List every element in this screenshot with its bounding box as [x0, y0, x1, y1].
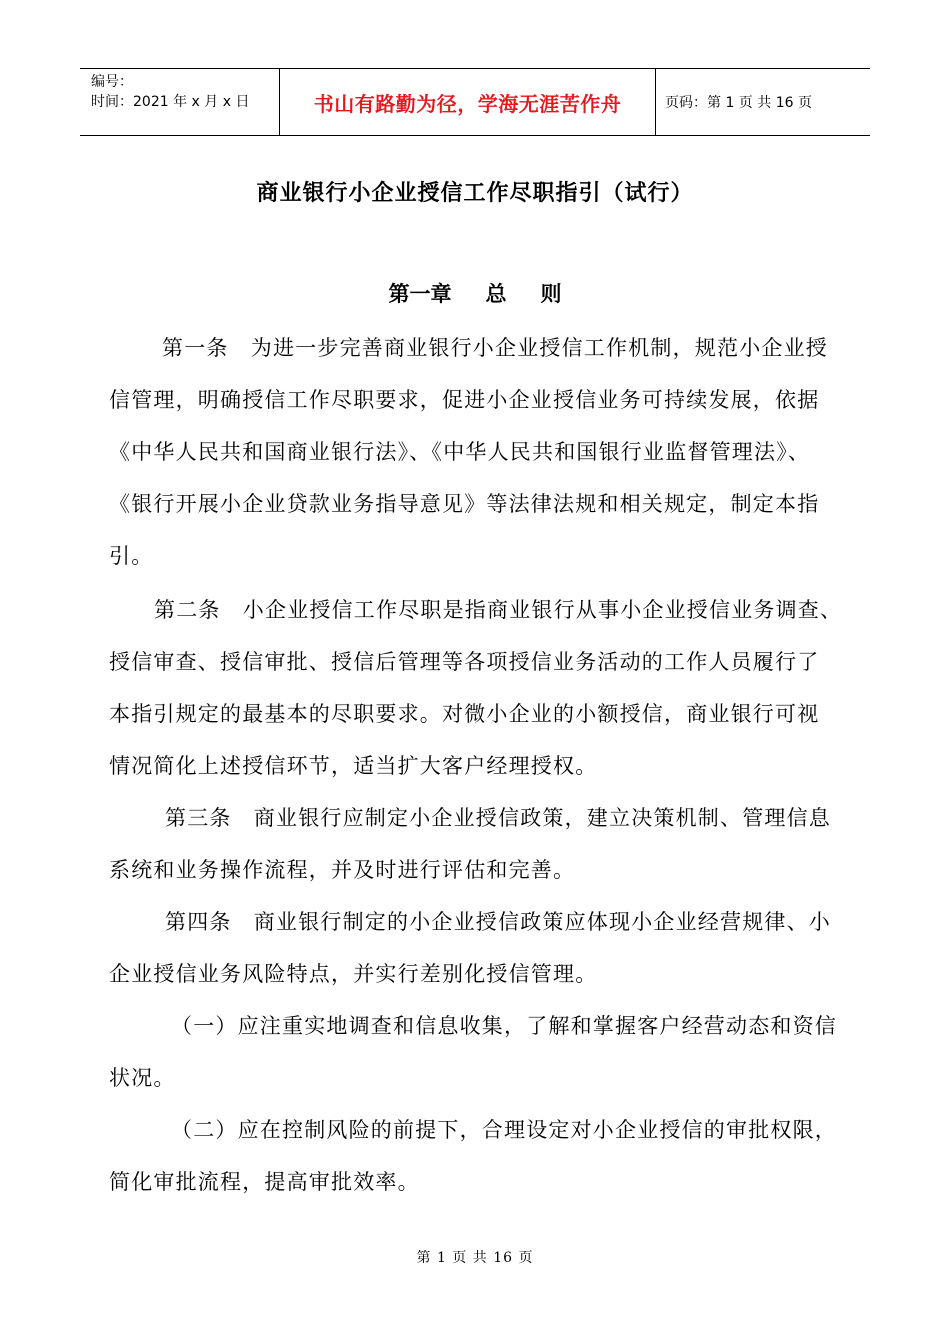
- chapter-number: 第一章: [388, 282, 452, 306]
- text-line: 第四条 商业银行制定的小企业授信政策应体现小企业经营规律、小: [165, 910, 831, 934]
- text-line: 状况。: [109, 1066, 176, 1090]
- time-label: 时间：2021 年 x 月 x 日: [91, 94, 250, 110]
- text-line: 第三条 商业银行应制定小企业授信政策，建立决策机制、管理信息: [165, 806, 831, 830]
- paragraph-article-3: [109, 792, 841, 896]
- chapter-word-2: 则: [540, 282, 562, 306]
- text-line: 情况简化上述授信环节，适当扩大客户经理授权。: [109, 754, 598, 778]
- paragraph-item-1: [109, 1000, 841, 1104]
- text-line: 系统和业务操作流程，并及时进行评估和完善。: [109, 858, 576, 882]
- chapter-title: [0, 278, 950, 308]
- paragraph-article-2: [109, 584, 841, 792]
- paragraph-item-2: [109, 1104, 841, 1208]
- text-line: 第一条 为进一步完善商业银行小企业授信工作机制，规范小企业授: [162, 336, 828, 360]
- header-table: [80, 68, 870, 136]
- text-line: （二）应在控制风险的前提下，合理设定对小企业授信的审批权限，: [171, 1118, 837, 1142]
- paragraph-article-4: [109, 896, 841, 1000]
- text-line: 第二条 小企业授信工作尽职是指商业银行从事小企业授信业务调查、: [154, 598, 843, 622]
- body-text: [109, 322, 841, 1208]
- chapter-word-1: 总: [485, 282, 507, 306]
- text-line: 授信审查、授信审批、授信后管理等各项授信业务活动的工作人员履行了: [109, 650, 820, 674]
- text-line: （一）应注重实地调查和信息收集，了解和掌握客户经营动态和资信: [171, 1014, 837, 1038]
- motto: 书山有路勤为径，学海无涯苦作舟: [280, 69, 656, 135]
- document-title: 商业银行小企业授信工作尽职指引（试行）: [256, 181, 694, 206]
- text-line: 《中华人民共和国商业银行法》、《中华人民共和国银行业监督管理法》、: [109, 440, 811, 464]
- page-footer: 第 1 页 共 16 页: [416, 1250, 534, 1266]
- text-line: 本指引规定的最基本的尽职要求。对微小企业的小额授信，商业银行可视: [109, 702, 820, 726]
- text-line: 简化审批流程，提高审批效率。: [109, 1170, 420, 1194]
- paragraph-article-1: [109, 322, 841, 582]
- header-meta-cell: [80, 69, 280, 135]
- text-line: 企业授信业务风险特点，并实行差别化授信管理。: [109, 962, 598, 986]
- text-line: 信管理，明确授信工作尽职要求，促进小企业授信业务可持续发展，依据: [109, 388, 820, 412]
- text-line: 《银行开展小企业贷款业务指导意见》等法律法规和相关规定，制定本指: [109, 492, 820, 516]
- header-page-info: 页码：第 1 页 共 16 页: [665, 95, 812, 111]
- text-line: 引。: [109, 544, 154, 568]
- number-label: 编号：: [91, 74, 133, 90]
